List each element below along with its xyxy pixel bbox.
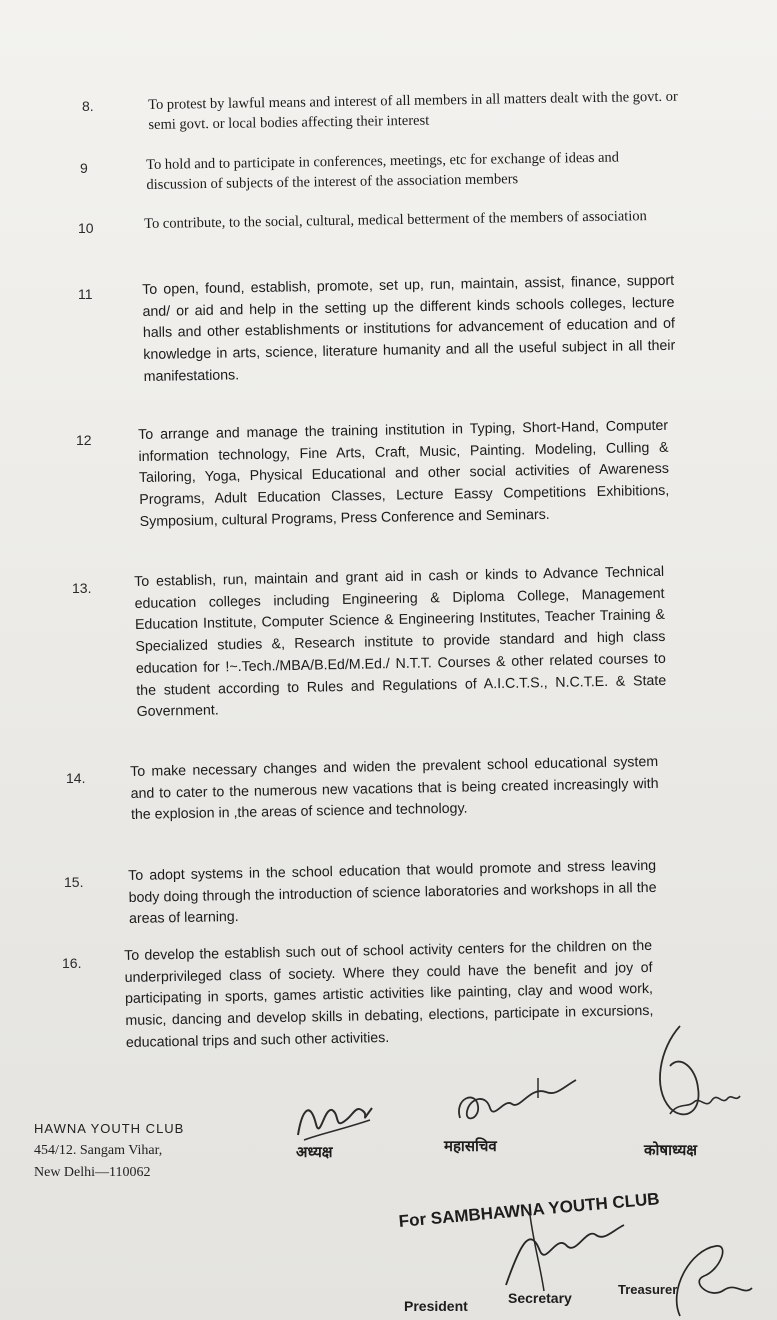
item-text: To protest by lawful means and interest of all members in all matters dealt with the govt. or semi govt. or local bodies affecting their interest — [148, 88, 678, 133]
item-number: 11 — [78, 286, 93, 302]
stamp-president-label: President — [404, 1298, 468, 1314]
treasurer-signature-icon — [640, 1018, 750, 1128]
president-signature-icon — [290, 1090, 380, 1150]
stamp-secretary-label: Secretary — [508, 1290, 572, 1306]
hindi-label-president: अध्यक्ष — [296, 1143, 333, 1161]
item-number: 13. — [72, 580, 92, 596]
item-text: To adopt systems in the school education that would promote and stress leaving body doing through the introduction of science laboratories and workshops in all the areas of learning. — [128, 857, 657, 928]
item-text: To arrange and manage the training institution in Typing, Short-Hand, Computer information technology, Fine Arts, Craft, Music, Painting. Modeling, Culling & Tailoring, Yoga, Physical Educational and other social activities of Awareness Programs, Adult Education Classes, Lecture Eassy Competitions Exhibitions, Symposium, cultural Programs, Press Conference and Seminars. — [138, 417, 670, 530]
secretary-signature-icon — [450, 1068, 590, 1138]
stamp-secretary-signature-icon — [500, 1205, 640, 1295]
item-number: 10 — [78, 220, 94, 236]
item-number: 12 — [76, 432, 92, 448]
item-text: To hold and to participate in conferences, meetings, etc for exchange of ideas and discussion of subjects of the interest of the association members — [146, 149, 620, 193]
item-number: 8. — [82, 98, 94, 114]
club-address-line1: 454/12. Sangam Vihar, — [34, 1143, 163, 1158]
club-address — [34, 1118, 234, 1184]
hindi-label-treasurer: कोषाध्यक्ष — [644, 1141, 698, 1159]
stamp-treasurer-label: Treasurer — [618, 1282, 678, 1297]
club-address-line2: New Delhi—110062 — [34, 1165, 151, 1180]
item-text: To make necessary changes and widen the prevalent school educational system and to cater to the numerous new vacations that is being created increasingly with the explosion in ,the areas of science and technology. — [130, 753, 659, 824]
item-number: 14. — [66, 770, 86, 786]
item-text: To contribute, to the social, cultural, medical betterment of the members of association — [144, 208, 647, 232]
item-number: 9 — [80, 160, 88, 176]
item-number: 16. — [62, 955, 82, 971]
item-text: To open, found, establish, promote, set up, run, maintain, assist, finance, support and/ or aid and help in the setting up the different kinds schools colleges, lecture halls and other establishments or institutions for advancement of education and of knowledge in arts, science, literature humanity and all the useful subject in all their manifestations. — [142, 272, 676, 385]
club-name: HAWNA YOUTH CLUB — [34, 1121, 185, 1136]
item-text: To establish, run, maintain and grant aid in cash or kinds to Advance Technical education colleges including Engineering & Diploma College, Management Education Institute, Computer Science & Engineering Institutes, Teacher Training & Specialized studies &, Research institute to provide standard and high class education for !~.Tech./MBA/B.Ed/M.Ed./ N.T.T. Courses & other related courses to the student according to Rules and Regulations of A.I.C.T.S., N.C.T.E. & State Government. — [134, 563, 667, 721]
stamp-org-name: For SAMBHAWNA YOUTH CLUB — [398, 1189, 661, 1231]
item-number: 15. — [64, 874, 84, 890]
stamp-treasurer-signature-icon — [660, 1240, 760, 1320]
hindi-label-secretary: महासचिव — [444, 1137, 497, 1155]
item-text: To develop the establish such out of school activity centers for the children on the underprivileged class of society. Where they could have the benefit and joy of participating in sports, games artistic activities like painting, clay and wood work, music, dancing and develop skills in debating, elections, participate in excursions, educational trips and such other activities. — [124, 937, 654, 1051]
